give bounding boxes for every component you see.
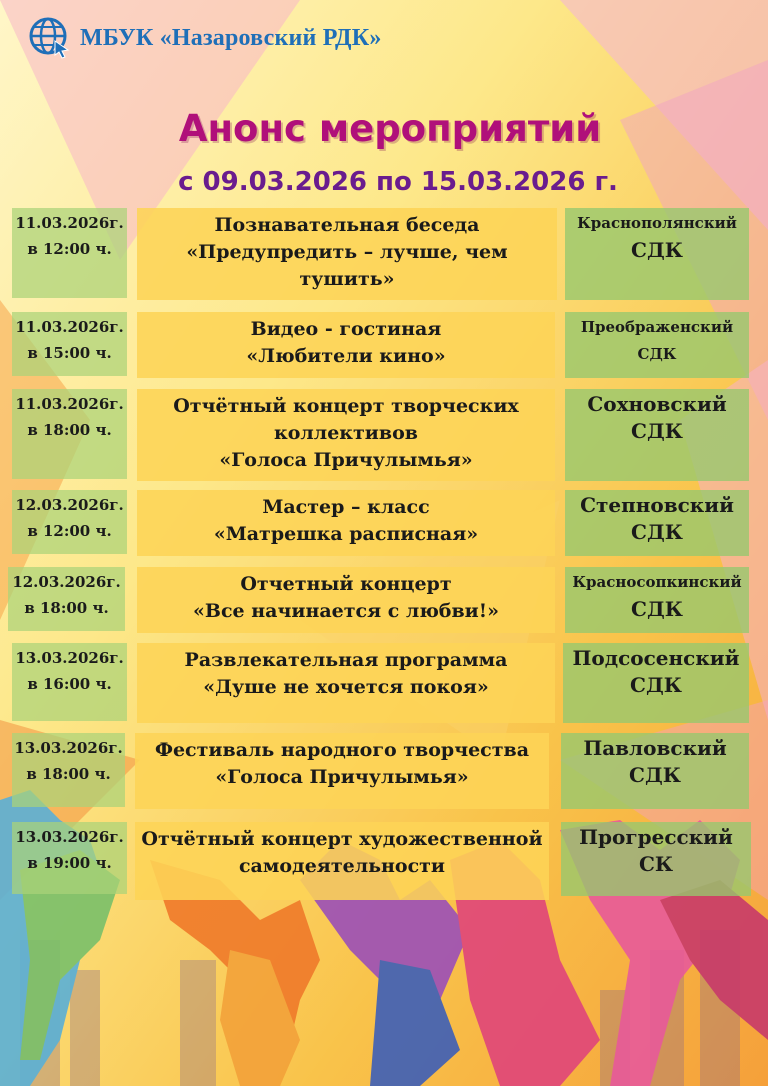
event-title-line: Отчетный концерт (240, 573, 452, 595)
event-date-cell (12, 208, 127, 298)
event-title-cell (137, 643, 555, 723)
event-date-cell (8, 567, 125, 631)
event-title-line: Развлекательная программа (184, 649, 508, 671)
event-title-line: Отчётный концерт творческих (173, 395, 519, 417)
event-time: в 16:00 ч. (27, 675, 112, 693)
event-time: в 15:00 ч. (27, 344, 112, 362)
event-date: 11.03.2026г. (15, 214, 124, 232)
event-title-cell (137, 312, 555, 378)
event-title-cell (137, 567, 555, 633)
event-title-line: Фестиваль народного творчества (154, 739, 530, 761)
event-title-cell (137, 389, 555, 481)
globe-cursor-icon (28, 16, 72, 60)
event-title-line: «Душе не хочется покоя» (203, 676, 489, 698)
event-venue-type: СДК (631, 419, 683, 443)
event-venue-type: СДК (631, 520, 683, 544)
event-title-line: Познавательная беседа (214, 214, 480, 236)
event-venue-name: Подсосенский (572, 646, 740, 670)
event-title-line: «Матрешка расписная» (213, 523, 479, 545)
page-title: Анонс мероприятий (178, 107, 602, 150)
event-title-line: «Все начинается с любви!» (193, 600, 499, 622)
event-venue-type: СДК (631, 238, 683, 262)
event-date-cell (12, 389, 127, 479)
event-venue-name: Павловский (583, 736, 727, 760)
event-venue-type: СДК (629, 763, 681, 787)
event-venue-type: СК (638, 852, 674, 876)
event-venue-name: Красносопкинский (572, 573, 742, 591)
event-time: в 18:00 ч. (27, 421, 112, 439)
event-title-line: Мастер – класс (262, 496, 430, 518)
event-venue-type: СДК (637, 345, 677, 363)
event-time: в 12:00 ч. (27, 522, 112, 540)
event-date: 13.03.2026г. (15, 828, 124, 846)
event-time: в 18:00 ч. (26, 765, 111, 783)
event-title-line: Видео - гостиная (250, 318, 442, 340)
event-venue-name: Краснополянский (577, 214, 737, 232)
event-date: 13.03.2026г. (15, 649, 124, 667)
event-venue-cell (565, 312, 749, 378)
event-time: в 12:00 ч. (27, 240, 112, 258)
event-date: 13.03.2026г. (14, 739, 123, 757)
event-venue-cell (565, 490, 749, 556)
header (28, 16, 382, 60)
event-venue-cell (561, 733, 749, 809)
event-time: в 18:00 ч. (24, 599, 109, 617)
event-time: в 19:00 ч. (27, 854, 112, 872)
event-venue-cell (565, 567, 749, 633)
event-title-cell (135, 733, 549, 809)
event-title-line: тушить» (299, 268, 395, 290)
event-title-line: Отчётный концерт художественной (141, 828, 543, 850)
event-venue-cell (565, 389, 749, 481)
event-date: 11.03.2026г. (15, 318, 124, 336)
event-venue-type: СДК (631, 597, 683, 621)
event-title-line: «Голоса Причулымья» (219, 449, 473, 471)
event-title-line: коллективов (274, 422, 418, 444)
event-title-cell (137, 490, 555, 556)
event-title-line: «Голоса Причулымья» (215, 766, 469, 788)
event-date: 12.03.2026г. (12, 573, 121, 591)
event-title-cell (135, 822, 549, 900)
event-title-line: «Любители кино» (246, 345, 446, 367)
event-venue-cell (565, 208, 749, 300)
event-title-cell (137, 208, 557, 300)
event-venue-cell (561, 822, 751, 896)
event-date: 11.03.2026г. (15, 395, 124, 413)
event-date-cell (12, 822, 127, 894)
event-venue-type: СДК (630, 673, 682, 697)
event-venue-cell (563, 643, 749, 723)
event-date: 12.03.2026г. (15, 496, 124, 514)
event-venue-name: Степновский (580, 493, 734, 517)
event-title-line: «Предупредить – лучше, чем (186, 241, 508, 263)
event-date-cell (12, 643, 127, 721)
event-date-cell (12, 490, 127, 554)
event-venue-name: Прогресский (579, 825, 733, 849)
organization-name: МБУК «Назаровский РДК» (80, 24, 382, 51)
event-venue-name: Преображенский (580, 318, 734, 336)
event-title-line: самодеятельности (238, 855, 445, 877)
event-date-cell (12, 312, 127, 376)
date-range-subtitle: с 09.03.2026 по 15.03.2026 г. (178, 167, 618, 197)
event-date-cell (12, 733, 125, 807)
event-venue-name: Сохновский (587, 392, 727, 416)
